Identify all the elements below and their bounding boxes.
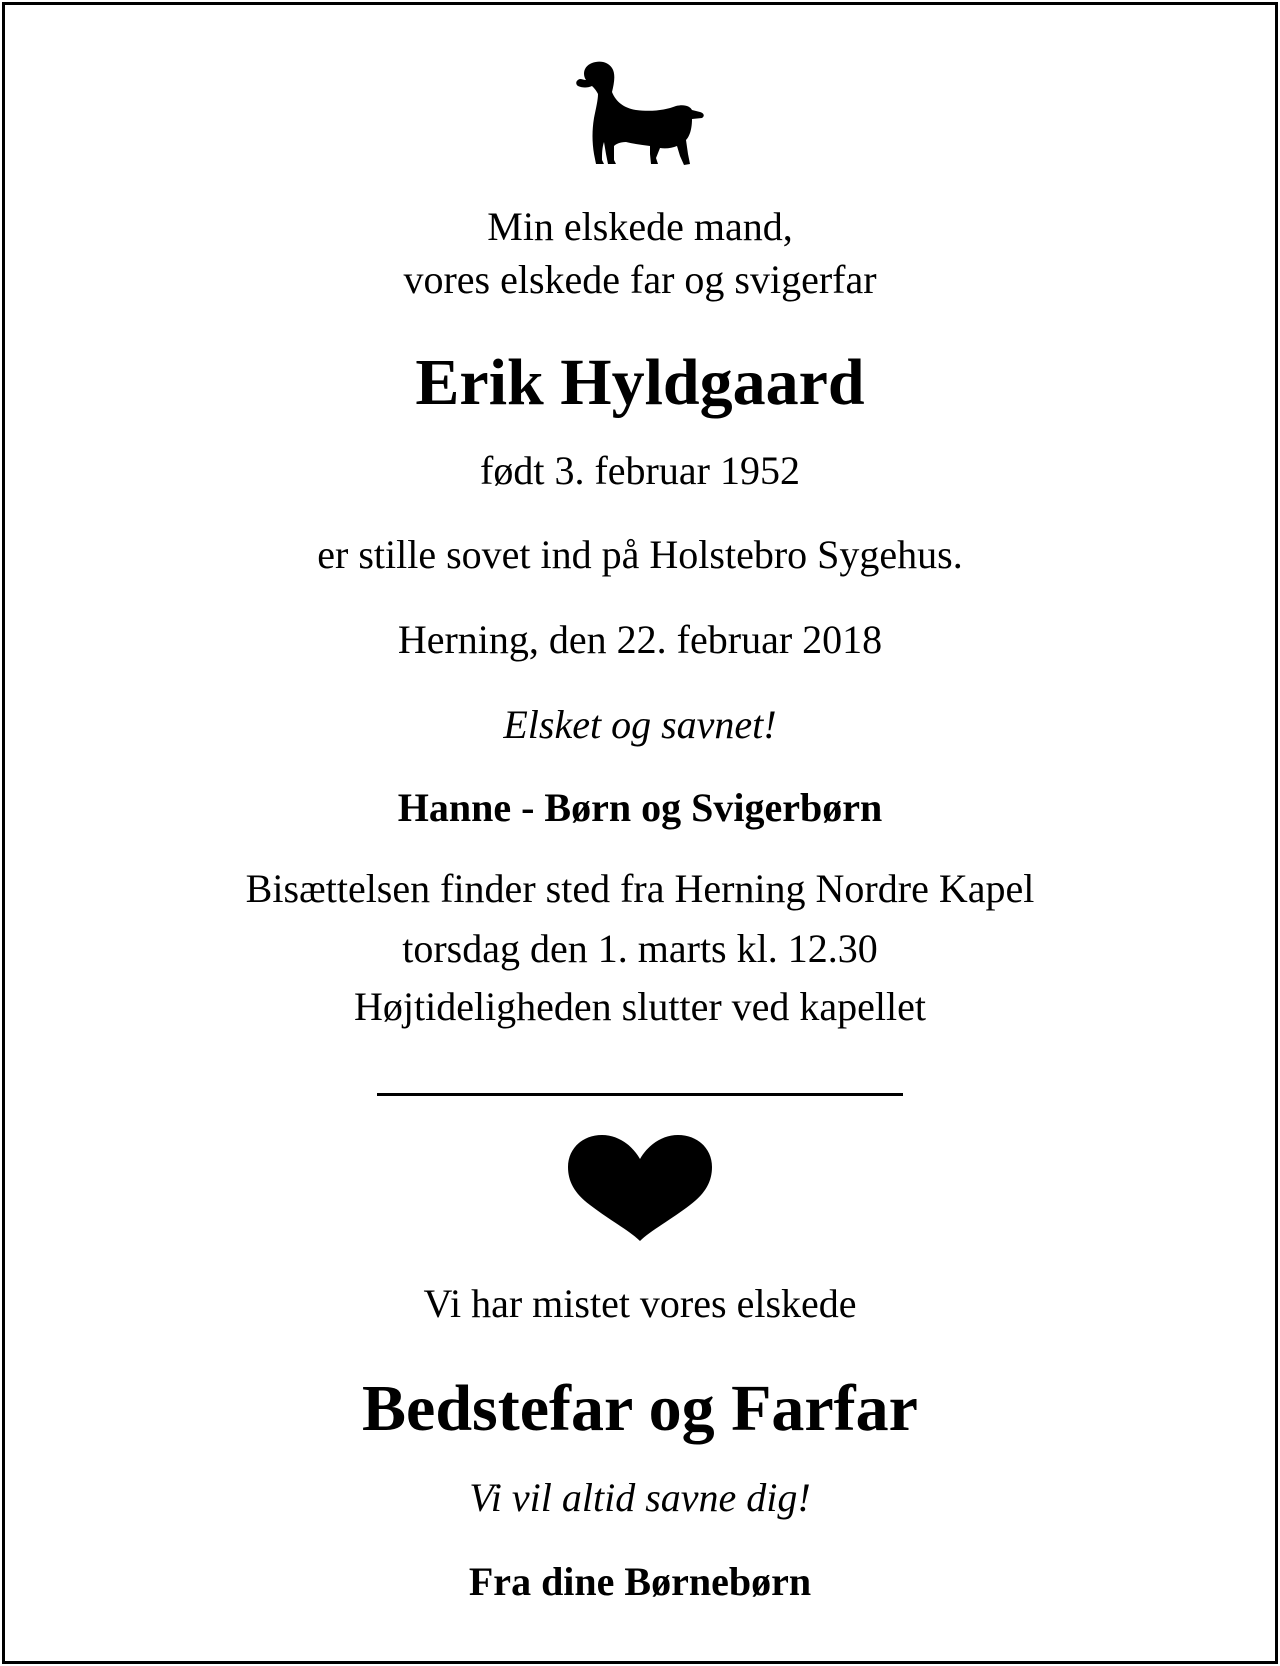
birth-date: født 3. februar 1952	[480, 448, 800, 493]
dog-silhouette-icon	[574, 58, 706, 170]
second-message: Vi vil altid savne dig!	[469, 1475, 811, 1520]
place-date: Herning, den 22. februar 2018	[397, 617, 883, 662]
divider	[377, 1093, 903, 1096]
second-intro: Vi har mistet vores elskede	[423, 1281, 857, 1326]
second-title: Bedstefar og Farfar	[362, 1372, 918, 1445]
funeral-line-1: Bisættelsen finder sted fra Herning Nordre Kapel	[245, 866, 1035, 911]
funeral-line-3: Højtideligheden slutter ved kapellet	[353, 984, 927, 1029]
heart-icon	[568, 1135, 712, 1241]
family-signature: Hanne - Børn og Svigerbørn	[397, 785, 883, 830]
loved-missed-text: Elsket og savnet!	[503, 702, 777, 747]
funeral-line-2: torsdag den 1. marts kl. 12.30	[402, 926, 878, 971]
intro-line-2: vores elskede far og svigerfar	[403, 257, 877, 302]
intro-line-1: Min elskede mand,	[487, 204, 793, 249]
deceased-name: Erik Hyldgaard	[415, 346, 865, 419]
passing-text: er stille sovet ind på Holstebro Sygehus.	[317, 532, 963, 577]
second-signature: Fra dine Børnebørn	[468, 1559, 812, 1604]
